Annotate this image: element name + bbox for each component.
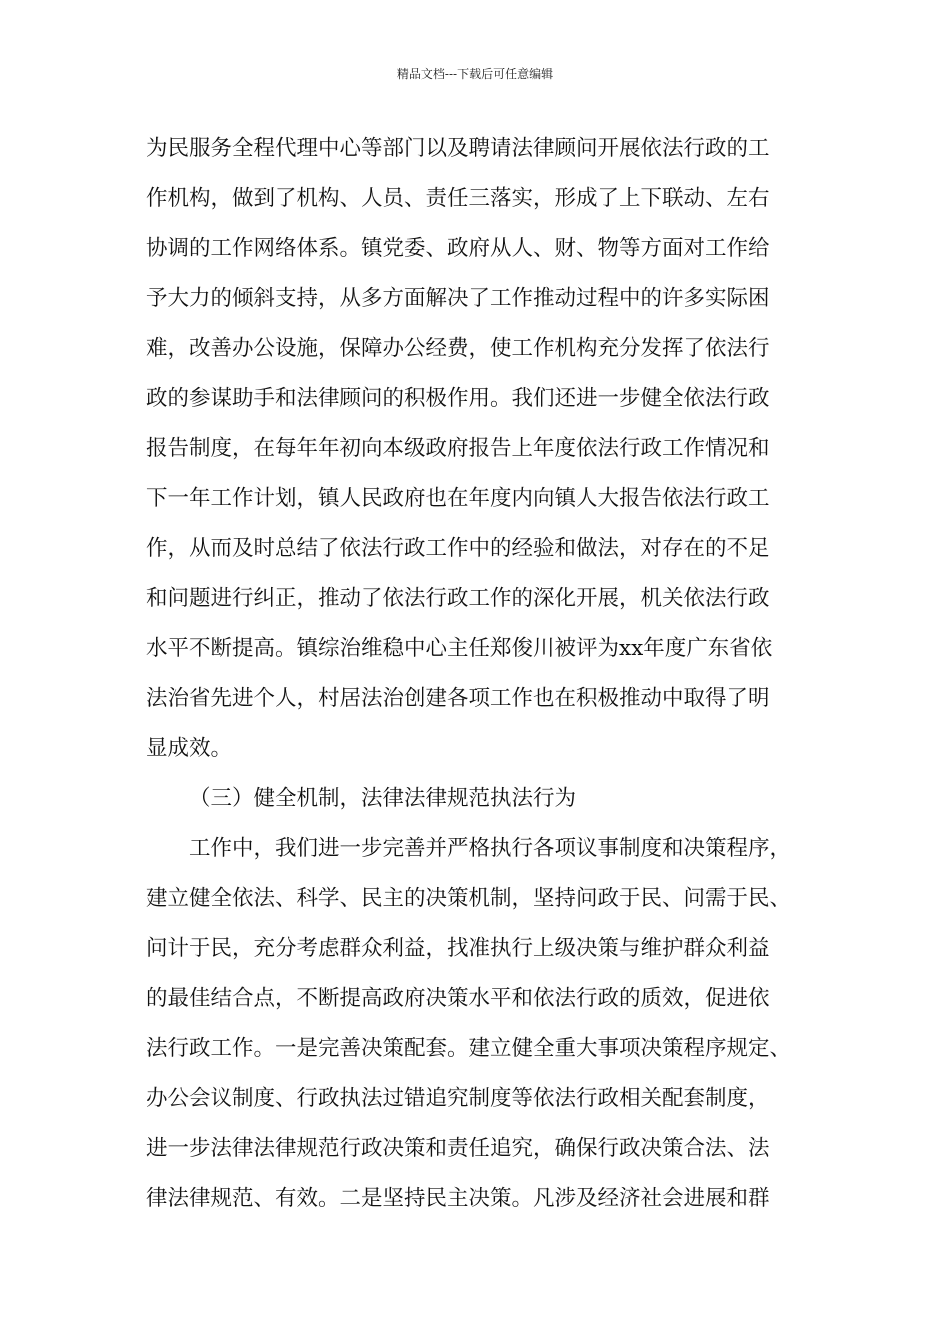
text-line: 政的参谋助手和法律顾问的积极作用。我们还进一步健全依法行政 — [146, 386, 770, 411]
text-line: 予大力的倾斜支持，从多方面解决了工作推动过程中的许多实际困 — [146, 286, 770, 311]
text-line: 进一步法律法律规范行政决策和责任追究，确保行政决策合法、法 — [146, 1136, 770, 1161]
text-line: 水平不断提高。镇综治维稳中心主任郑俊川被评为xx年度广东省依 — [146, 636, 773, 661]
text-line: 法治省先进个人，村居法治创建各项工作也在积极推动中取得了明 — [146, 686, 770, 711]
text-line: 显成效。 — [146, 736, 233, 761]
text-line: 建立健全依法、科学、民主的决策机制，坚持问政于民、问需于民、 — [146, 886, 792, 911]
text-line: 作，从而及时总结了依法行政工作中的经验和做法，对存在的不足 — [146, 536, 770, 561]
section-heading: （三）健全机制，法律法律规范执法行为 — [189, 786, 577, 811]
text-line: 问计于民，充分考虑群众利益，找准执行上级决策与维护群众利益 — [146, 936, 770, 961]
text-line: 法行政工作。一是完善决策配套。建立健全重大事项决策程序规定、 — [146, 1036, 792, 1061]
document-body — [146, 124, 818, 1224]
text-line: 为民服务全程代理中心等部门以及聘请法律顾问开展依法行政的工 — [146, 136, 770, 161]
text-line: 报告制度，在每年年初向本级政府报告上年度依法行政工作情况和 — [146, 436, 770, 461]
text-line: 作机构，做到了机构、人员、责任三落实，形成了上下联动、左右 — [146, 186, 770, 211]
text-line: 工作中，我们进一步完善并严格执行各项议事制度和决策程序， — [189, 836, 792, 861]
text-line: 难，改善办公设施，保障办公经费，使工作机构充分发挥了依法行 — [146, 336, 770, 361]
text-line: 的最佳结合点，不断提高政府决策水平和依法行政的质效，促进依 — [146, 986, 770, 1011]
text-line: 和问题进行纠正，推动了依法行政工作的深化开展，机关依法行政 — [146, 586, 770, 611]
text-line: 律法律规范、有效。二是坚持民主决策。凡涉及经济社会进展和群 — [146, 1186, 770, 1211]
page-header: 精品文档---下载后可任意编辑 — [396, 67, 554, 81]
text-line: 协调的工作网络体系。镇党委、政府从人、财、物等方面对工作给 — [146, 236, 770, 261]
text-line: 下一年工作计划，镇人民政府也在年度内向镇人大报告依法行政工 — [146, 486, 770, 511]
text-line: 办公会议制度、行政执法过错追究制度等依法行政相关配套制度， — [146, 1086, 770, 1111]
